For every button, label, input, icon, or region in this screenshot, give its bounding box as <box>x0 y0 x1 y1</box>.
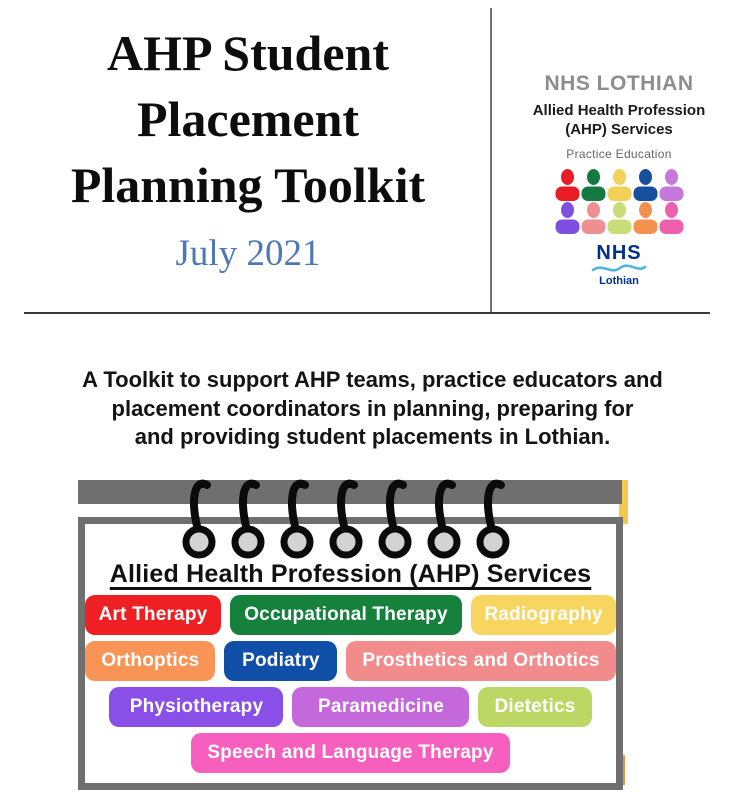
service-badge-row-3 <box>85 687 616 727</box>
nhs-logo-text: NHS <box>596 242 642 264</box>
people-icons-row-2 <box>555 202 684 234</box>
title-line-1: AHP Student <box>106 25 389 81</box>
service-badge-row-2 <box>85 641 616 681</box>
document-date: July 2021 <box>175 233 321 274</box>
service-badge-art-therapy: Art Therapy <box>85 595 221 635</box>
intro-line-2: placement coordinators in planning, preparing for <box>111 395 634 421</box>
service-badge-podiatry: Podiatry <box>224 641 337 681</box>
nhs-region-text: Lothian <box>599 275 639 287</box>
person-icon <box>607 169 632 201</box>
binder-ring-icon <box>329 478 366 562</box>
logo-subtitle: Practice Education <box>566 147 672 161</box>
nhs-lothian-logo-block <box>494 72 744 287</box>
ahp-services-graphic <box>78 478 628 790</box>
nhs-wave-icon <box>590 263 648 274</box>
service-badge-prosthetics-and-orthotics: Prosthetics and Orthotics <box>346 641 615 681</box>
service-badge-row-4 <box>85 733 616 773</box>
binder-ring-icon <box>182 478 219 562</box>
nhs-logo <box>494 243 744 287</box>
person-icon <box>581 169 606 201</box>
logo-dept-name <box>494 101 744 139</box>
service-badge-orthoptics: Orthoptics <box>85 641 215 681</box>
binder-ring-icon <box>427 478 464 562</box>
binder-ring-icon <box>378 478 415 562</box>
service-badge-rows <box>85 595 616 773</box>
service-badge-dietetics: Dietetics <box>478 687 591 727</box>
service-badge-occupational-therapy: Occupational Therapy <box>230 595 462 635</box>
title-line-2: Placement <box>136 91 360 147</box>
service-badge-paramedicine: Paramedicine <box>292 687 469 727</box>
logo-org-name: NHS LOTHIAN <box>544 72 694 95</box>
services-heading: Allied Health Profession (AHP) Services <box>109 560 592 588</box>
person-icon <box>659 202 684 234</box>
binder-ring-icon <box>231 478 268 562</box>
intro-line-1: A Toolkit to support AHP teams, practice educators and <box>82 367 663 392</box>
people-icons-row-1 <box>555 169 684 201</box>
service-badge-row-1 <box>85 595 616 635</box>
person-icon <box>633 202 658 234</box>
binder-rings <box>182 478 513 562</box>
logo-dept-line-1: Allied Health Profession <box>532 102 706 119</box>
people-icons-grid <box>494 169 744 234</box>
person-icon <box>633 169 658 201</box>
vertical-divider <box>490 8 492 312</box>
service-badge-physiotherapy: Physiotherapy <box>109 687 283 727</box>
intro-line-3: and providing student placements in Lothian. <box>134 424 611 449</box>
person-icon <box>607 202 632 234</box>
intro-paragraph <box>0 366 745 452</box>
logo-dept-line-2: (AHP) Services <box>565 121 673 138</box>
service-badge-radiography: Radiography <box>471 595 616 635</box>
title-line-3: Planning Toolkit <box>70 157 426 213</box>
service-badge-speech-and-language-therapy: Speech and Language Therapy <box>191 733 509 773</box>
person-icon <box>659 169 684 201</box>
document-title <box>2 20 494 274</box>
horizontal-rule <box>24 312 710 314</box>
person-icon <box>581 202 606 234</box>
person-icon <box>555 169 580 201</box>
binder-ring-icon <box>280 478 317 562</box>
binder-ring-icon <box>476 478 513 562</box>
person-icon <box>555 202 580 234</box>
